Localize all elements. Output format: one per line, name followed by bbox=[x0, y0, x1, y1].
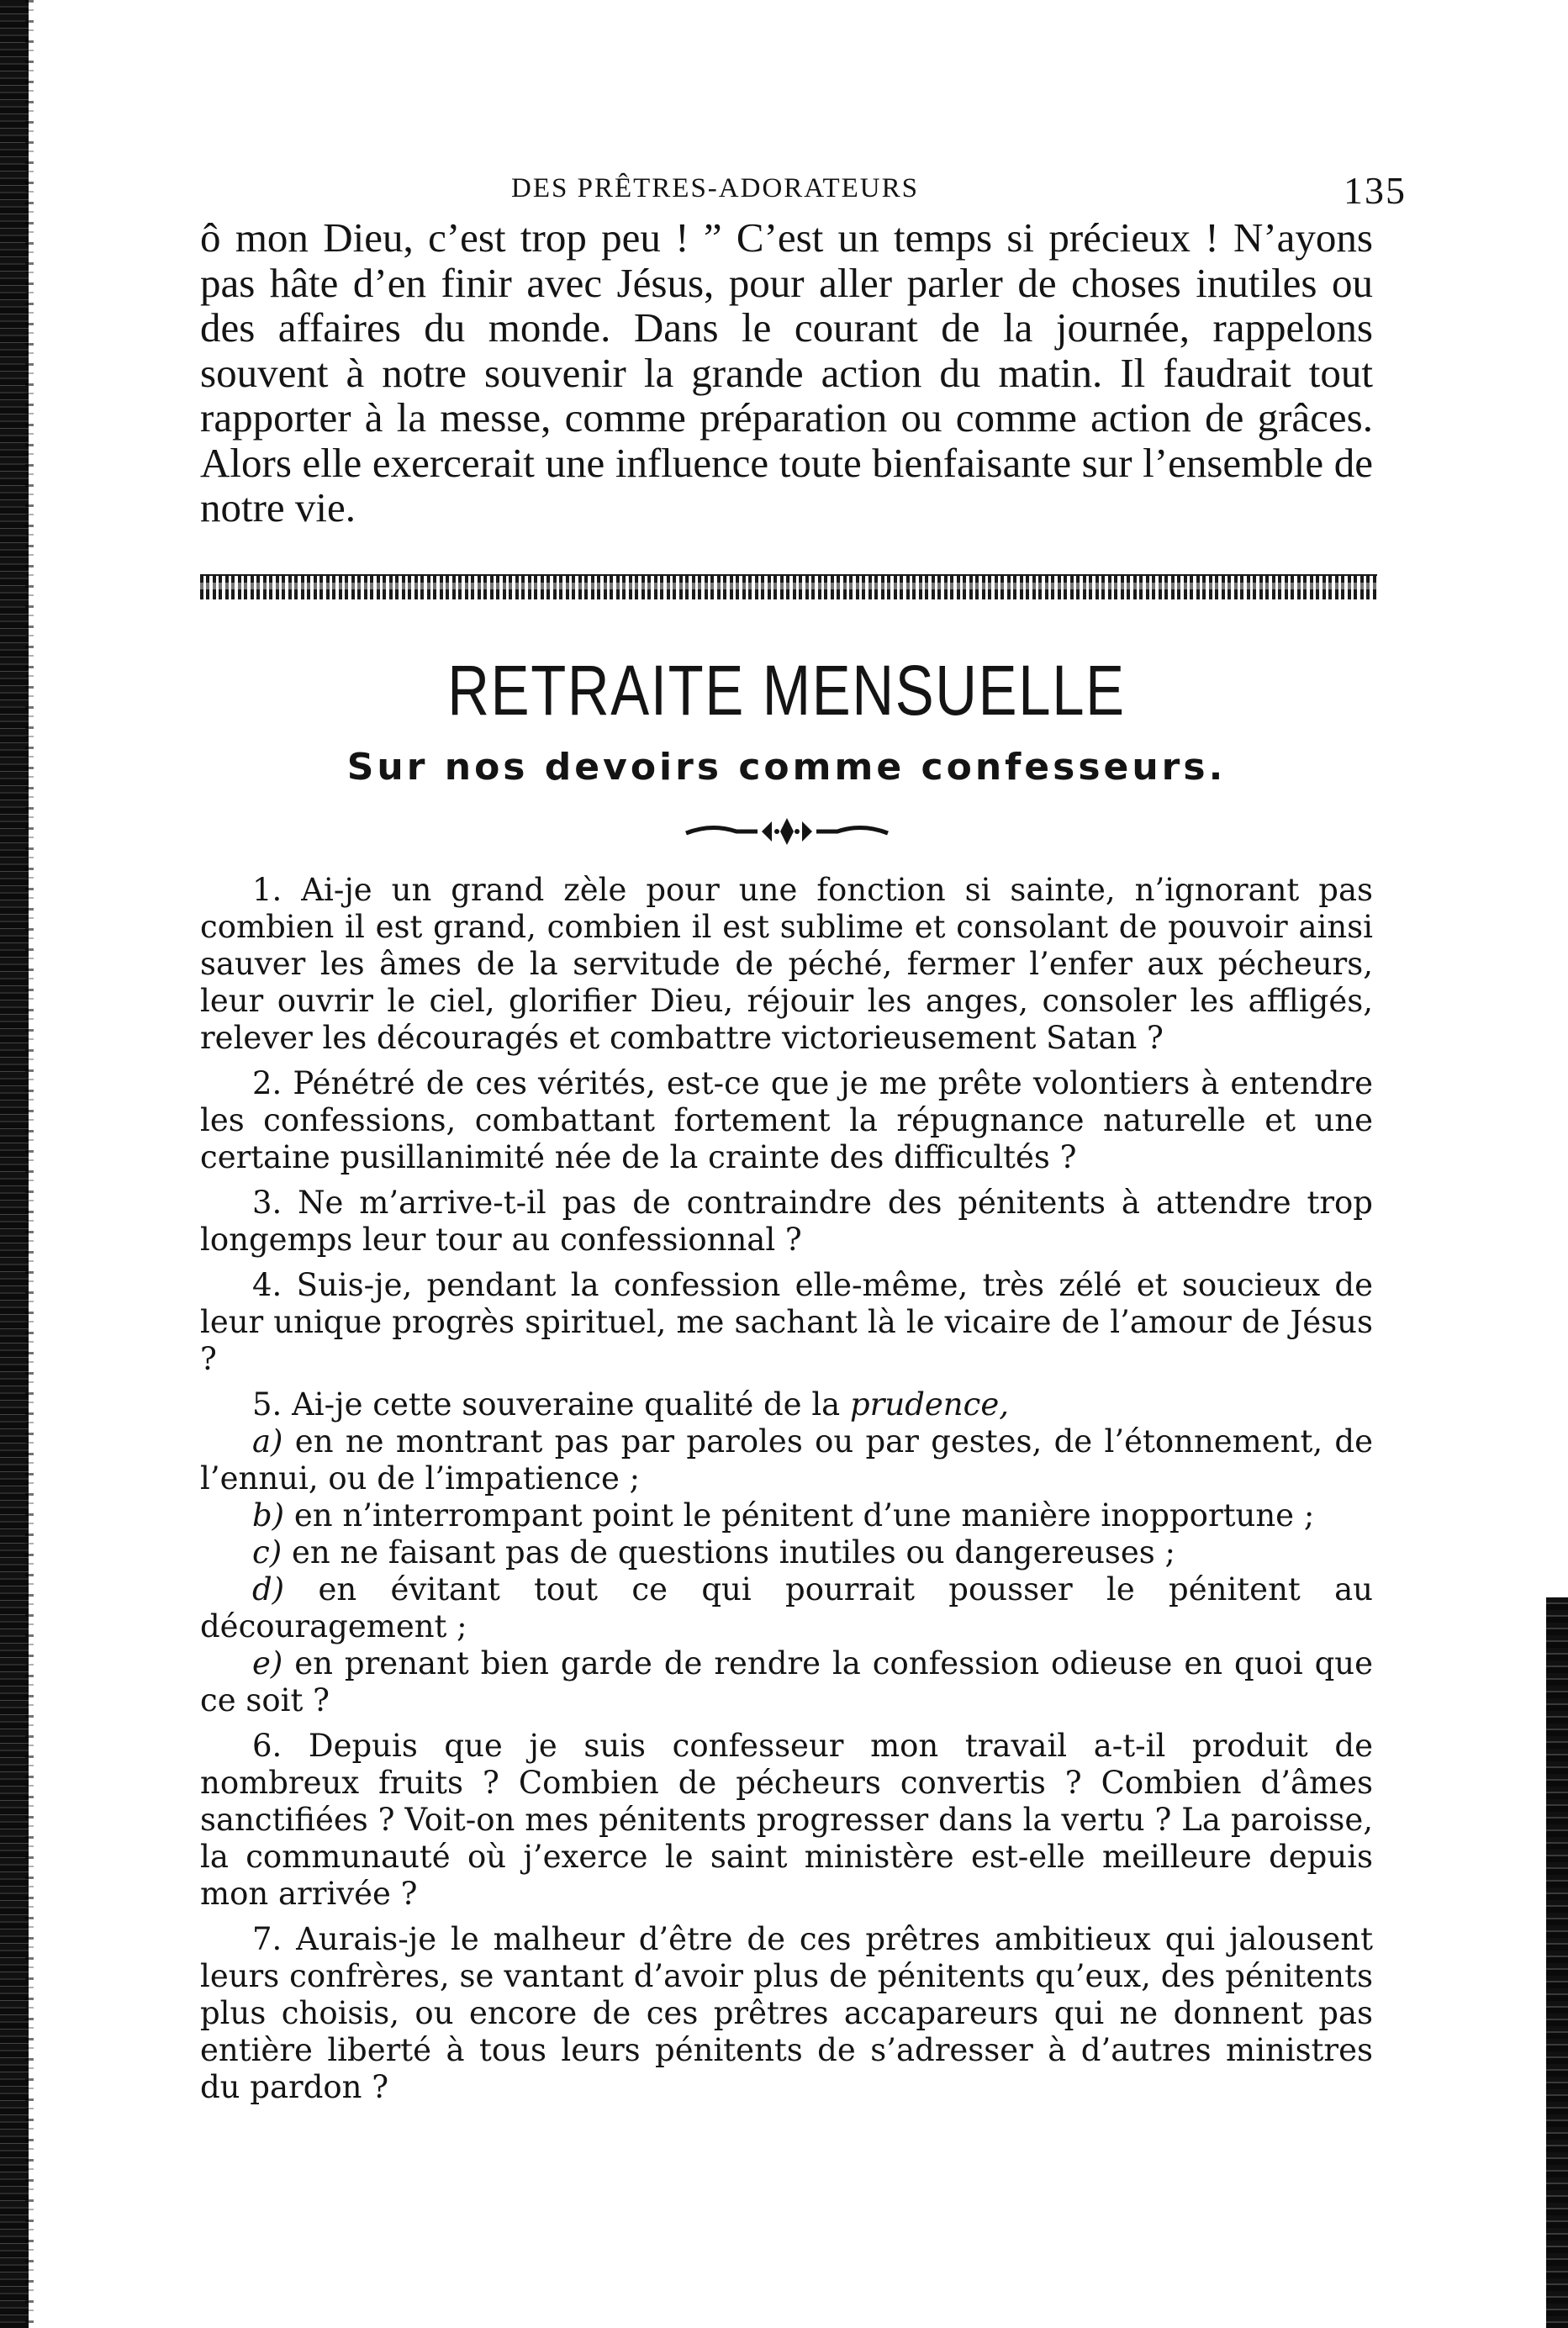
question-5-text: 5. Ai-je cette souveraine qualité de la bbox=[252, 1386, 841, 1423]
question-5-emphasis: prudence, bbox=[850, 1386, 1009, 1423]
scan-binding-edge bbox=[0, 0, 29, 2328]
question-3: 3. Ne m’arrive-t-il pas de contraindre des pénitents à attendre trop longemps leur tour au confessionnal ? bbox=[200, 1184, 1373, 1258]
scan-right-edge bbox=[1546, 1597, 1568, 2328]
item-d-label: d) bbox=[252, 1570, 285, 1607]
section-title: RETRAITE MENSUELLE bbox=[447, 650, 1126, 730]
book-page bbox=[200, 168, 1407, 2114]
item-b-text: en n’interrompant point le pénitent d’une manière inopportune ; bbox=[293, 1497, 1315, 1534]
item-c-text: en ne faisant pas de questions inutiles ou dangereuses ; bbox=[291, 1534, 1176, 1570]
page-number: 135 bbox=[1344, 169, 1407, 212]
item-a-text: en ne montrant pas par paroles ou par gestes, de l’étonnement, de l’ennui, ou de l’impatience ; bbox=[200, 1423, 1373, 1497]
running-head-title: DES PRÊTRES-ADORATEURS bbox=[511, 173, 919, 203]
item-a-label: a) bbox=[252, 1423, 283, 1460]
item-e-label: e) bbox=[252, 1644, 283, 1681]
lead-paragraph: ô mon Dieu, c’est trop peu ! ” C’est un temps si précieux ! N’ayons pas hâte d’en finir avec Jésus, pour aller parler de choses inutiles ou des affaires du monde. Dans le courant de la journée, rappelons souvent à notre souvenir la grande action du matin. Il faudrait tout rapporter à la messe, comme préparation ou comme action de grâces. Alors elle exercerait une influence toute bienfaisante sur l’ensemble de notre vie. bbox=[200, 214, 1373, 531]
item-b-label: b) bbox=[252, 1497, 285, 1534]
section-subtitle: Sur nos devoirs comme confesseurs. bbox=[346, 745, 1227, 789]
question-1: 1. Ai-je un grand zèle pour une fonction si sainte, n’ignorant pas combien il est grand, combien il est sublime et consolant de pouvoir ainsi sauver les âmes de la servitude de péché, fermer l’enfer aux pécheurs, leur ouvrir le ciel, glorifier Dieu, réjouir les anges, consoler les affligés, relever les découragés et combattre victorieusement Satan ? bbox=[200, 871, 1373, 1056]
question-2: 2. Pénétré de ces vérités, est-ce que je me prête volontiers à entendre les confessions, combattant fortement la répugnance naturelle et une certaine pusillanimité née de la crainte des difficultés ? bbox=[200, 1064, 1373, 1175]
question-5-item-e bbox=[200, 1645, 1373, 1719]
ornamental-rule-icon bbox=[200, 574, 1377, 599]
question-5-item-b bbox=[200, 1497, 1373, 1534]
question-4: 4. Suis-je, pendant la confession elle-même, très zélé et soucieux de leur unique progrès spirituel, me sachant là le vicaire de l’amour de Jésus ? bbox=[200, 1266, 1373, 1377]
question-5-item-d bbox=[200, 1571, 1373, 1645]
fleuron-ornament-icon bbox=[678, 816, 896, 847]
spacer bbox=[200, 1719, 1373, 1728]
question-7: 7. Aurais-je le malheur d’être de ces prêtres ambitieux qui jalousent leurs confrères, se vantant d’avoir plus de pénitents qu’eux, des pénitents plus choisis, ou encore de ces prêtres accapareurs qui ne donnent pas entière liberté à tous leurs pénitents de s’adresser à d’autres ministres du pardon ? bbox=[200, 1920, 1373, 2105]
question-5-intro bbox=[200, 1386, 1373, 1423]
question-5-item-c bbox=[200, 1534, 1373, 1571]
item-c-label: c) bbox=[252, 1534, 282, 1570]
examination-questions bbox=[200, 872, 1373, 2106]
lead-paragraph-block bbox=[200, 215, 1373, 531]
running-head bbox=[200, 168, 1407, 215]
question-5-item-a bbox=[200, 1423, 1373, 1497]
question-6: 6. Depuis que je suis confesseur mon travail a-t-il produit de nombreux fruits ? Combien de pécheurs convertis ? Combien d’âmes sanctifiées ? Voit-on mes pénitents progresser dans la vertu ? La paroisse, la communauté où j’exerce le saint ministère est-elle meilleure depuis mon arrivée ? bbox=[200, 1727, 1373, 1912]
item-e-text: en prenant bien garde de rendre la confession odieuse en quoi que ce soit ? bbox=[200, 1644, 1373, 1718]
item-d-text: en évitant tout ce qui pourrait pousser le pénitent au découragement ; bbox=[200, 1570, 1374, 1644]
